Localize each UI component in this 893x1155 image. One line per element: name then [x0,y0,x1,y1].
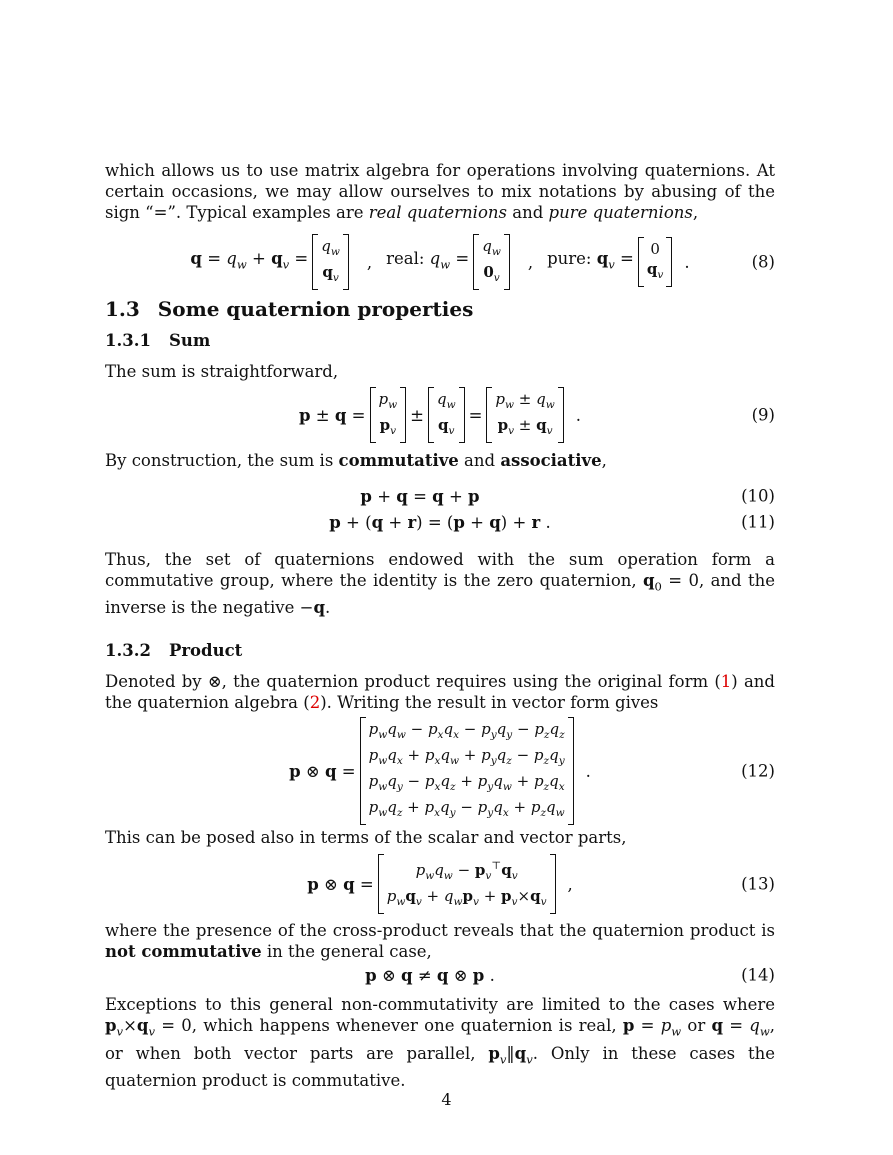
paragraph-cross-product: where the presence of the cross-product reveals that the quaternion product is not commutative in the general case, [105,921,775,962]
paragraph-parts: This can be posed also in terms of the scalar and vector parts, [105,828,627,848]
page-content [105,160,775,1091]
equation-8: $q = q_w + q_v$ = $q_w$ $q_v$ , real: $q_w$ = $q_w$ $0_v$ , pure: $q_v$ = 0 $q_v$ . (8) [105,239,775,285]
paragraph-sum-intro: The sum is straightforward, [105,362,339,381]
equation-12: p ⊗ q = $p_wq_w - p_xq_x - p_yq_y - p_zq_z$ $p_wq_x + p_xq_w + p_yq_z - p_zq_y$ $p_wq_y - p_xq_z + p_yq_w + p_zq_x$ $p_wq_z + p_xq_y - p_yq_x + p_zq_w$ . (12) [105,727,775,815]
equation-14: p ⊗ q ≠ q ⊗ p . (14) [365,965,775,985]
subsection-heading-product: 1.3.2 Product [105,641,243,661]
reference-link-2[interactable]: 2 [309,693,321,713]
equation-9: p ± q = $p_w$ $p_v$ ± $q_w$ $q_v$ = $p_w \pm q_w$ $p_v \pm q_v$ . (9) [105,392,775,438]
paragraph-commutative: By construction, the sum is commutative and associative, [105,451,607,470]
paragraph-exceptions: Exceptions to this general non-commutativity are limited to the cases where $p_v\times q_v = 0$, which happens whenever one quaternion is real, $p = p_w$ or $q = q_w$, or when both vector parts are parallel, $p_v‖q_v$. Only in these cases the quaternion product is commutative. [105,995,775,1090]
equation-number: (11) [741,512,775,532]
equation-11: p + (q + r) = (p + q) + r . (11) [329,512,775,532]
equation-number: (12) [741,761,775,781]
equation-10: p + q = q + p (10) [360,486,775,506]
equation-number: (8) [751,252,775,272]
section-heading: 1.3 Some quaternion properties [105,297,474,321]
equation-number: (14) [741,965,775,985]
equation-number: (9) [751,405,775,425]
paragraph-group: Thus, the set of quaternions endowed with the sum operation form a commutative group, where the identity is the zero quaternion, $q_0 = 0$, and the inverse is the negative −q. [105,550,775,618]
paragraph-product: Denoted by ⊗, the quaternion product requires using the original form (1) and the quaternion algebra (2). Writing the result in vector form gives [105,672,775,713]
reference-link-1[interactable]: 1 [720,672,732,692]
paragraph-intro: which allows us to use matrix algebra for operations involving quaternions. At certain occasions, we may allow ourselves to mix notations by abusing of the sign “=”. Typical examples are real quaternions and pure quaternions, [105,161,775,222]
subsection-heading-sum: 1.3.1 Sum [105,331,211,350]
equation-13: p ⊗ q = $p_wq_w - p_v^⊤q_v$ $p_wq_v + q_wp_v + p_v\times q_v$ , (13) [105,860,775,908]
equation-number: (13) [741,874,775,894]
equation-number: (10) [741,486,775,506]
page-number: 4 [441,1090,452,1109]
